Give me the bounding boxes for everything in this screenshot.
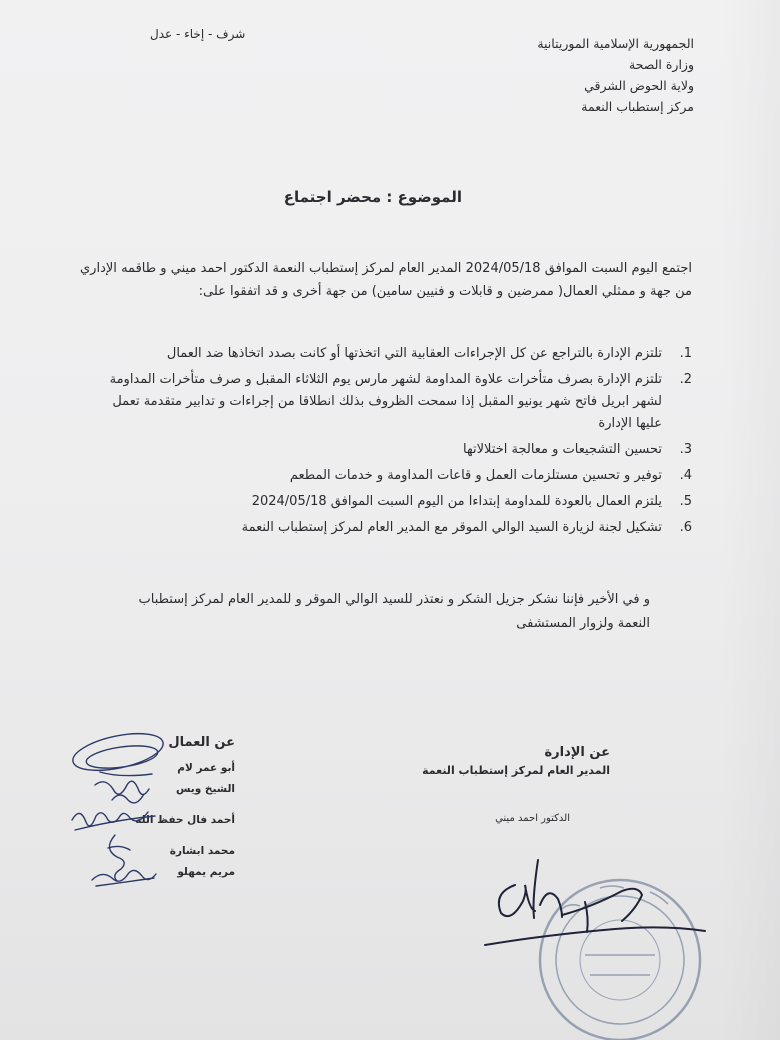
item-number: 6.	[679, 520, 692, 535]
worker-name: أبو عمر لام	[177, 762, 235, 774]
item-text: تحسين التشجيعات و معالجة اختلالاتها	[463, 442, 662, 457]
admin-signatory: الدكتور احمد ميني	[495, 813, 570, 824]
ministry-name: وزارة الصحة	[629, 57, 694, 72]
item-text: توفير و تحسين مستلزمات العمل و قاعات المداومة و خدمات المطعم	[289, 468, 662, 483]
workers-signatures	[70, 727, 167, 886]
item-text: تلتزم الإدارة بالتراجع عن كل الإجراءات العقابية التي اتخذتها أو كانت بصدد اتخاذها ضد العمال	[166, 346, 662, 361]
item-number: 1.	[679, 346, 692, 361]
item-number: 5.	[679, 494, 692, 509]
item-text: تلتزم الإدارة بصرف متأخرات علاوة المداومة لشهر مارس يوم الثلاثاء المقبل و صرف متأخرات المداومة لشهر ابريل فاتح شهر يونيو المقبل إذا سمحت الظروف بذلك انطلاقا من إجراءات و تدابير متقدمة تعمل عليها الإدارة	[109, 372, 662, 431]
country-name: الجمهورية الإسلامية الموريتانية	[537, 36, 694, 51]
worker-name: أحمد فال حفظ الله	[135, 814, 235, 826]
admin-heading: عن الإدارة	[544, 745, 610, 760]
center-name: مركز إستطباب النعمة	[581, 99, 694, 114]
director-signature	[485, 860, 705, 945]
wilaya-name: ولاية الحوض الشرقي	[584, 78, 694, 93]
item-text: يلتزم العمال بالعودة للمداومة إبتداءا من اليوم السبت الموافق 2024/05/18	[251, 494, 662, 509]
intro-paragraph: اجتمع اليوم السبت الموافق 2024/05/18 المدير العام لمركز إستطباب النعمة الدكتور احمد ميني و طاقمه الإداري من جهة و ممثلي العمال( ممرضين و قابلات و فنيين سامين) من جهة أخرى و قد اتفقوا على:	[80, 261, 693, 299]
item-number: 4.	[679, 468, 692, 483]
national-motto: شرف - إخاء - عدل	[150, 27, 246, 41]
item-text: تشكيل لجنة لزيارة السيد الوالي الموقر مع المدير العام لمركز إستطباب النعمة	[241, 520, 662, 535]
worker-name: الشيخ ويس	[175, 783, 235, 795]
worker-name: مريم يمهلو	[177, 866, 235, 878]
admin-role: المدير العام لمركز إستطباب النعمة	[422, 764, 610, 777]
workers-heading: عن العمال	[168, 735, 235, 750]
worker-name: محمد ابشارة	[169, 845, 235, 857]
official-stamp	[540, 880, 700, 1040]
closing-paragraph: و في الأخير فإننا نشكر جزيل الشكر و نعتذر للسيد الوالي الموقر و للمدير العام لمركز إستطباب النعمة ولزوار المستشفى	[138, 592, 650, 631]
document-subject: الموضوع : محضر اجتماع	[283, 188, 462, 206]
item-number: 2.	[679, 372, 692, 387]
item-number: 3.	[679, 442, 692, 457]
